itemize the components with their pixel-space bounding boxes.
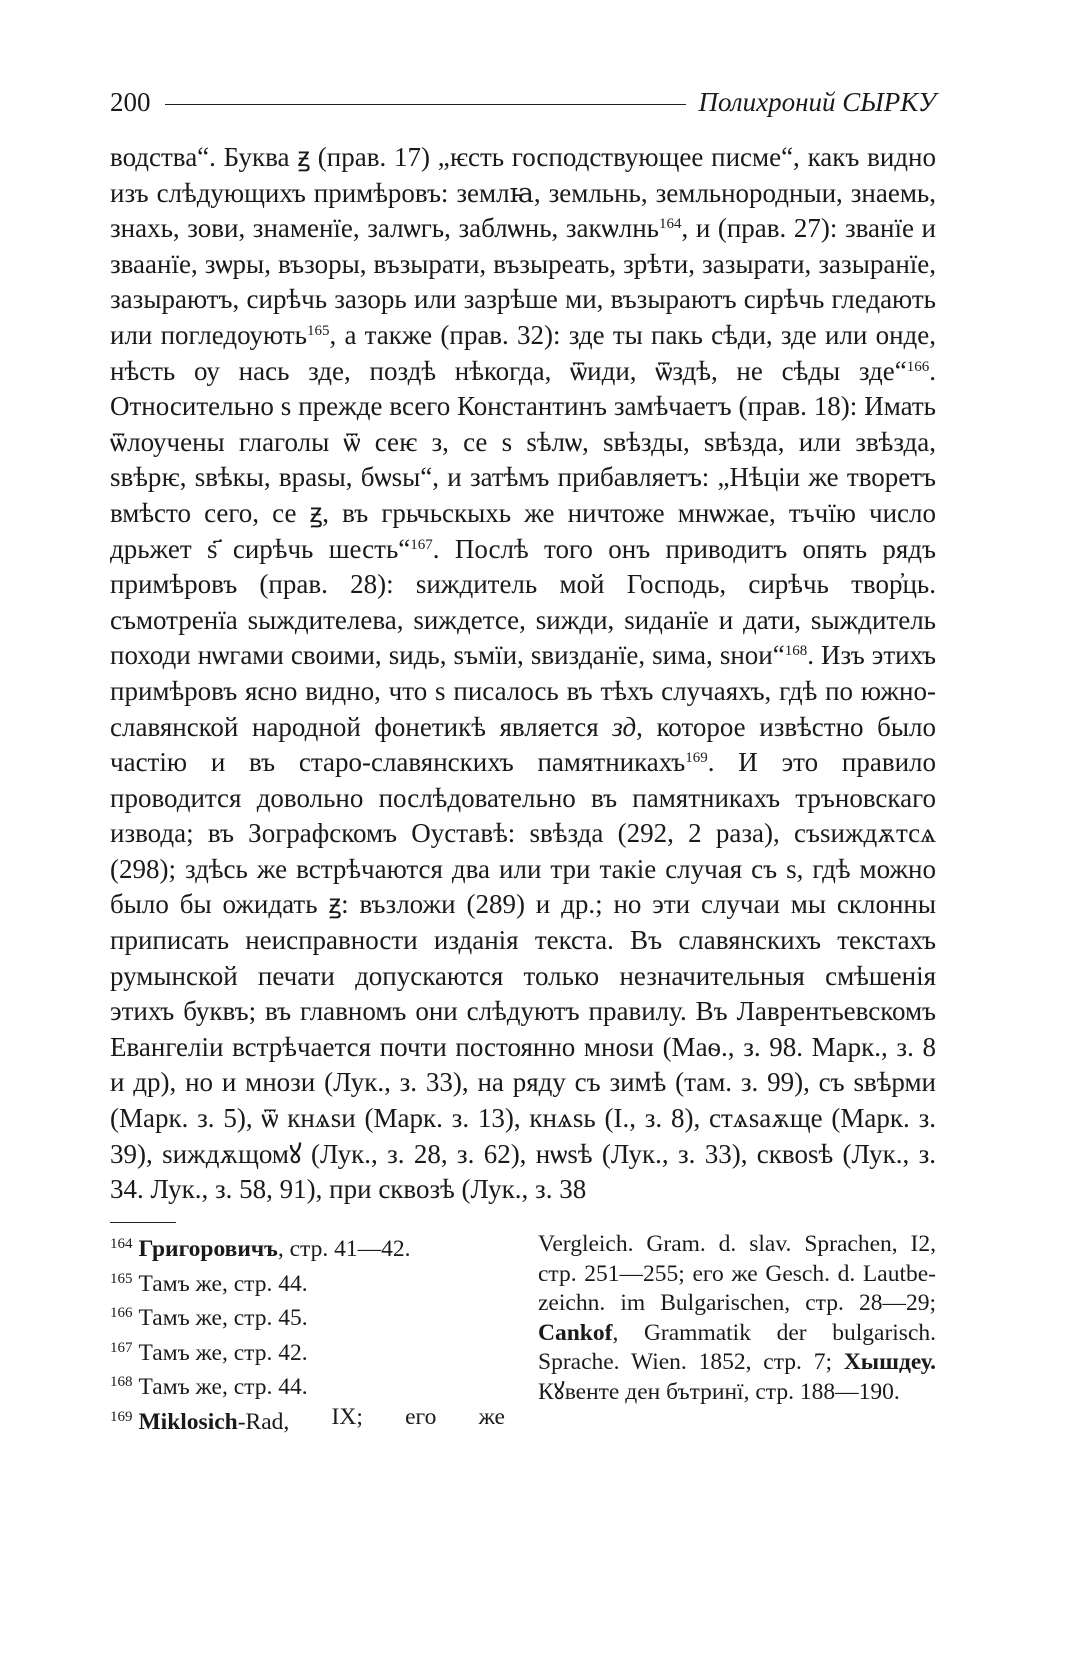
footnote-168 — [110, 1368, 505, 1403]
footnote-rule — [110, 1222, 176, 1223]
footnote-number: 168 — [110, 1374, 133, 1391]
footnotes-left-column — [110, 1230, 505, 1438]
footnote-ref-167[interactable]: 167 — [410, 536, 433, 553]
page-number: 200 — [110, 86, 151, 117]
footnote-ref-166[interactable]: 166 — [906, 358, 930, 375]
text-segment: . Изъ этихъ примѣровъ ясно видно, что ѕ писалось въ тѣхъ случаяхъ, гдѣ по южно-славянской народной фонетикѣ является — [110, 640, 937, 742]
footnote-text: , стр. 41—42. — [277, 1236, 411, 1262]
book-page — [110, 0, 936, 1663]
footnote-text: -Rad, — [237, 1408, 290, 1435]
footnotes — [110, 1230, 936, 1435]
text-segment: , а также (прав. 32): зде ты пакь сѣди, зде или онде, нѣсть оу нась зде, поздѣ нѣкогда, ѿиди, ѿздѣ, не сѣды зде“ — [110, 319, 936, 386]
running-title: Полихроний СЫРКУ — [698, 86, 936, 117]
text-segment: . Относительно ѕ прежде всего Константинъ замѣчаетъ (прав. 18): Имать ѿлоучены глаголы ѿ сеѥ з, се ѕ ѕѣлѡ, ѕвѣзды, ѕвѣзда, или звѣзда, ѕвѣрѥ, ѕвѣкы, враѕы, бѡѕы“, и затѣмъ прибавляетъ: „Нѣціи же творетъ вмѣсто сего, се ꙃ, въ грьчьскыхь же ничтоже мнѡжае, тъчїю число дрьжет ѕ҃ сирѣчь шесть“ — [110, 355, 936, 564]
footnote-author: Григоровичъ — [138, 1236, 278, 1262]
footnote-169-start — [110, 1403, 289, 1438]
page-header — [110, 84, 936, 120]
footnote-number: 169 — [110, 1408, 133, 1425]
footnote-166 — [110, 1299, 505, 1334]
footnote-line: Кꙋвенте ден бътринї, стр. 188—190. — [538, 1378, 900, 1405]
footnote-number: 165 — [110, 1270, 133, 1287]
italic-term: зд — [612, 711, 637, 742]
footnote-text: IX; — [331, 1403, 363, 1430]
footnote-line: zeichn. im Bulgarischen, стр. 28—29; — [538, 1290, 936, 1317]
footnote-author: Cankof — [538, 1319, 613, 1346]
text-segment: . Послѣ того онъ приводитъ опять рядъ примѣровъ (прав. 28): ѕиждитель мой Господь, сирѣчь твор҆ць. съмотренїа ѕыждителева, ѕиждетсе, ѕижди, ѕиданїе и дати, ѕыждитель походи нѡгами своими, ѕидь, ѕъмїи, ѕвизданїе, ѕима, ѕнои“ — [110, 533, 936, 671]
footnote-line: Vergleich. Gram. d. slav. Sprachen, I2, — [538, 1231, 936, 1257]
footnote-line — [538, 1348, 936, 1378]
text-segment: . И это правило проводится довольно послѣдовательно въ памятникахъ тръновскаго извода; въ Зографскомъ Оуставѣ: ѕвѣзда (292, 2 раза), съѕиждѫтсѧ (298); здѣсь же встрѣчаются два или три такіе случая съ ѕ, гдѣ можно было бы ожидать ꙃ: възложи (289) и др.; но эти случаи мы склонны приписать неисправности изданія текста. Въ славянскихъ текстахъ румынской печати допускаются только незначительныя смѣшенія этихъ буквъ; въ главномъ они слѣдуютъ правилу. Въ Лаврентьевскомъ Евангеліи встрѣчается почти постоянно мноѕи (Маѳ., з. 98. Марк., з. 8 и др), но и мнози (Лук., з. 33), на ряду съ зимѣ (там. з. 99), съ ѕвѣрми (Марк. з. 5), ѿ кнѧѕи (Марк. з. 13), кнѧѕь (I., з. 8), стѧѕаѫще (Марк. з. 39), ѕиждѫщомꙋ (Лук., з. 28, з. 62), нѡѕѣ (Лук., з. 33), сквоѕѣ (Лук., з. 34. Лук., з. 58, 91), при сквозѣ (Лук., з. 38 — [110, 747, 937, 1205]
footnote-text: же — [478, 1403, 505, 1430]
footnote-167 — [110, 1334, 505, 1369]
body-text — [110, 140, 936, 1208]
footnote-text: его — [405, 1403, 437, 1430]
footnote-164 — [110, 1230, 505, 1265]
footnote-text: , Grammatik der bulgarisch. — [612, 1319, 936, 1346]
footnote-text: Тамъ же, стр. 44. — [138, 1374, 308, 1401]
footnote-author: Miklosich — [138, 1408, 238, 1435]
text-segment: , и (прав. 27): званїе и зваанїе, зѡры, възоры, възырати, възыреать, зрѣти, зазырати, зазыранїе, зазыраютъ, сирѣчь зазорь или зазрѣше ми, възыраютъ сирѣчь гледають или погледоують — [110, 213, 936, 350]
footnote-text: Тамъ же, стр. 45. — [138, 1305, 308, 1332]
header-rule — [165, 104, 687, 105]
footnote-number: 167 — [110, 1339, 133, 1356]
footnote-ref-169[interactable]: 169 — [685, 750, 708, 767]
footnote-ref-168[interactable]: 168 — [784, 643, 808, 660]
footnote-text: Тамъ же, стр. 44. — [138, 1270, 308, 1297]
footnote-ref-164[interactable]: 164 — [658, 216, 682, 233]
footnote-line — [538, 1319, 936, 1349]
footnote-text: Sprache. Wien. 1852, стр. 7; — [538, 1349, 844, 1376]
main-paragraph — [110, 140, 936, 1208]
footnote-number: 166 — [110, 1305, 133, 1322]
footnote-author: Хышдеу. — [843, 1349, 936, 1376]
footnote-169 — [110, 1403, 505, 1438]
footnote-ref-165[interactable]: 165 — [306, 322, 330, 339]
footnote-text: Тамъ же, стр. 42. — [138, 1339, 308, 1366]
footnote-line: стр. 251—255; его же Gesch. d. Lautbe- — [538, 1260, 936, 1287]
text-segment: , которое извѣстно было частію и въ старо-славянскихъ памятникахъ — [110, 711, 936, 778]
footnotes-right-column — [538, 1230, 936, 1408]
footnote-number: 164 — [110, 1236, 133, 1252]
footnote-165 — [110, 1265, 505, 1300]
text-segment: водства“. Буква ꙃ (прав. 17) „ѥсть господствующее писме“, какъ видно изъ слѣдующихъ примѣровъ: землꙗ, земльнь, земльнородныи, знаемь, знахь, зови, знаменїе, залѡгь, заблѡнь, закѡлнь — [110, 142, 936, 244]
